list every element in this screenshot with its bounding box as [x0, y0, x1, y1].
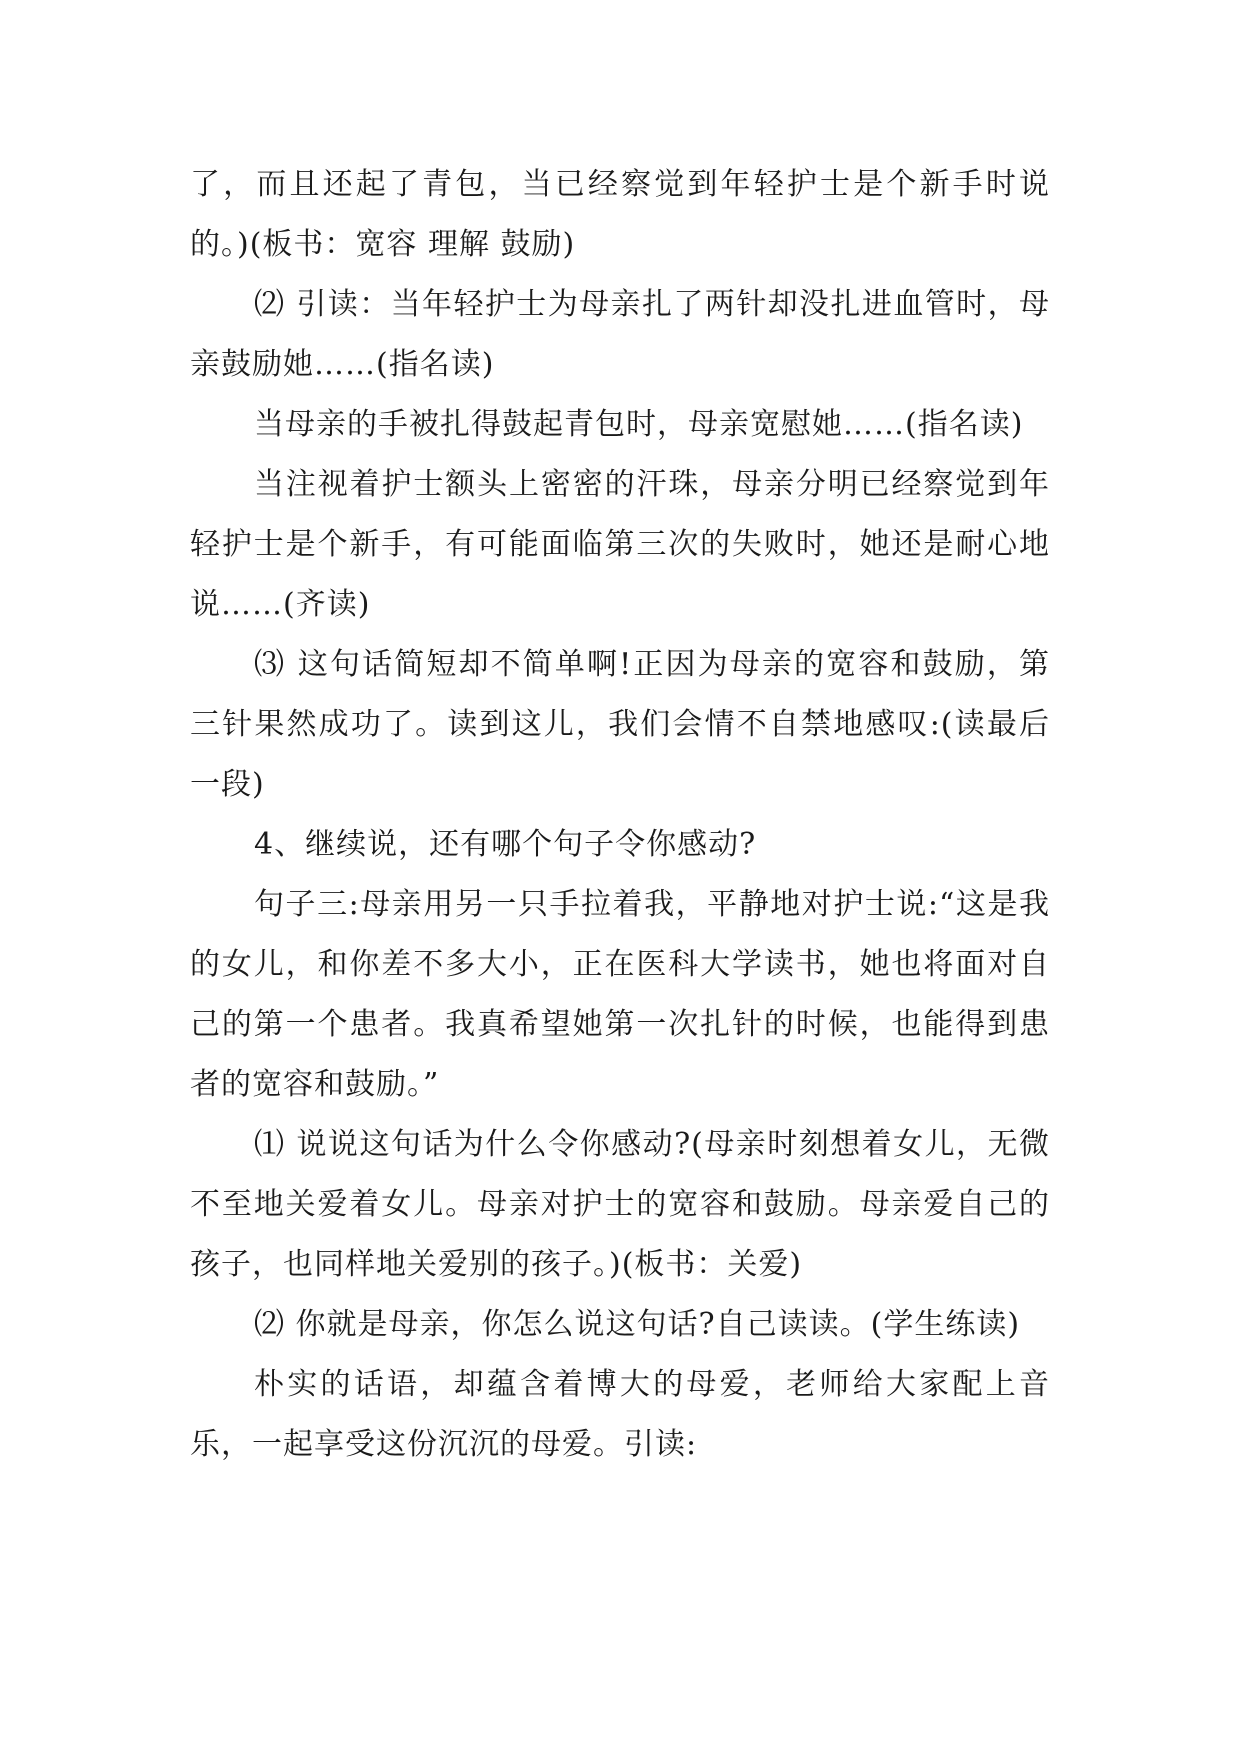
- document-body: [190, 155, 1050, 1475]
- paragraph-why-moved: ⑴ 说说这句话为什么令你感动?(母亲时刻想着女儿，无微不至地关爱着女儿。母亲对护士的宽容和鼓励。母亲爱自己的孩子，也同样地关爱别的孩子。)(板书：关爱): [190, 1127, 1050, 1282]
- paragraph-continuation: 了，而且还起了青包，当已经察觉到年轻护士是个新手时说的。)(板书：宽容 理解 鼓励): [190, 167, 1050, 262]
- paragraph-guided-reading-2: ⑵ 引读：当年轻护士为母亲扎了两针却没扎进血管时，母亲鼓励她……(指名读): [190, 287, 1050, 382]
- paragraph-bruise-comfort: 当母亲的手被扎得鼓起青包时，母亲宽慰她……(指名读): [254, 407, 1024, 442]
- paragraph-music-reading: 朴实的话语，却蕴含着博大的母爱，老师给大家配上音乐，一起享受这份沉沉的母爱。引读:: [190, 1367, 1050, 1462]
- paragraph-sentence-three: 句子三:母亲用另一只手拉着我，平静地对护士说:“这是我的女儿，和你差不多大小，正在医科大学读书，她也将面对自己的第一个患者。我真希望她第一次扎针的时候，也能得到患者的宽容和鼓励。”: [190, 887, 1050, 1102]
- paragraph-third-needle: ⑶ 这句话简短却不简单啊!正因为母亲的宽容和鼓励，第三针果然成功了。读到这儿，我们会情不自禁地感叹:(读最后一段): [190, 647, 1050, 802]
- paragraph-role-play: ⑵ 你就是母亲，你怎么说这句话?自己读读。(学生练读): [254, 1307, 1021, 1342]
- paragraph-step-4: 4、继续说，还有哪个句子令你感动?: [254, 827, 757, 862]
- paragraph-patient-words: 当注视着护士额头上密密的汗珠，母亲分明已经察觉到年轻护士是个新手，有可能面临第三次的失败时，她还是耐心地说……(齐读): [190, 467, 1050, 622]
